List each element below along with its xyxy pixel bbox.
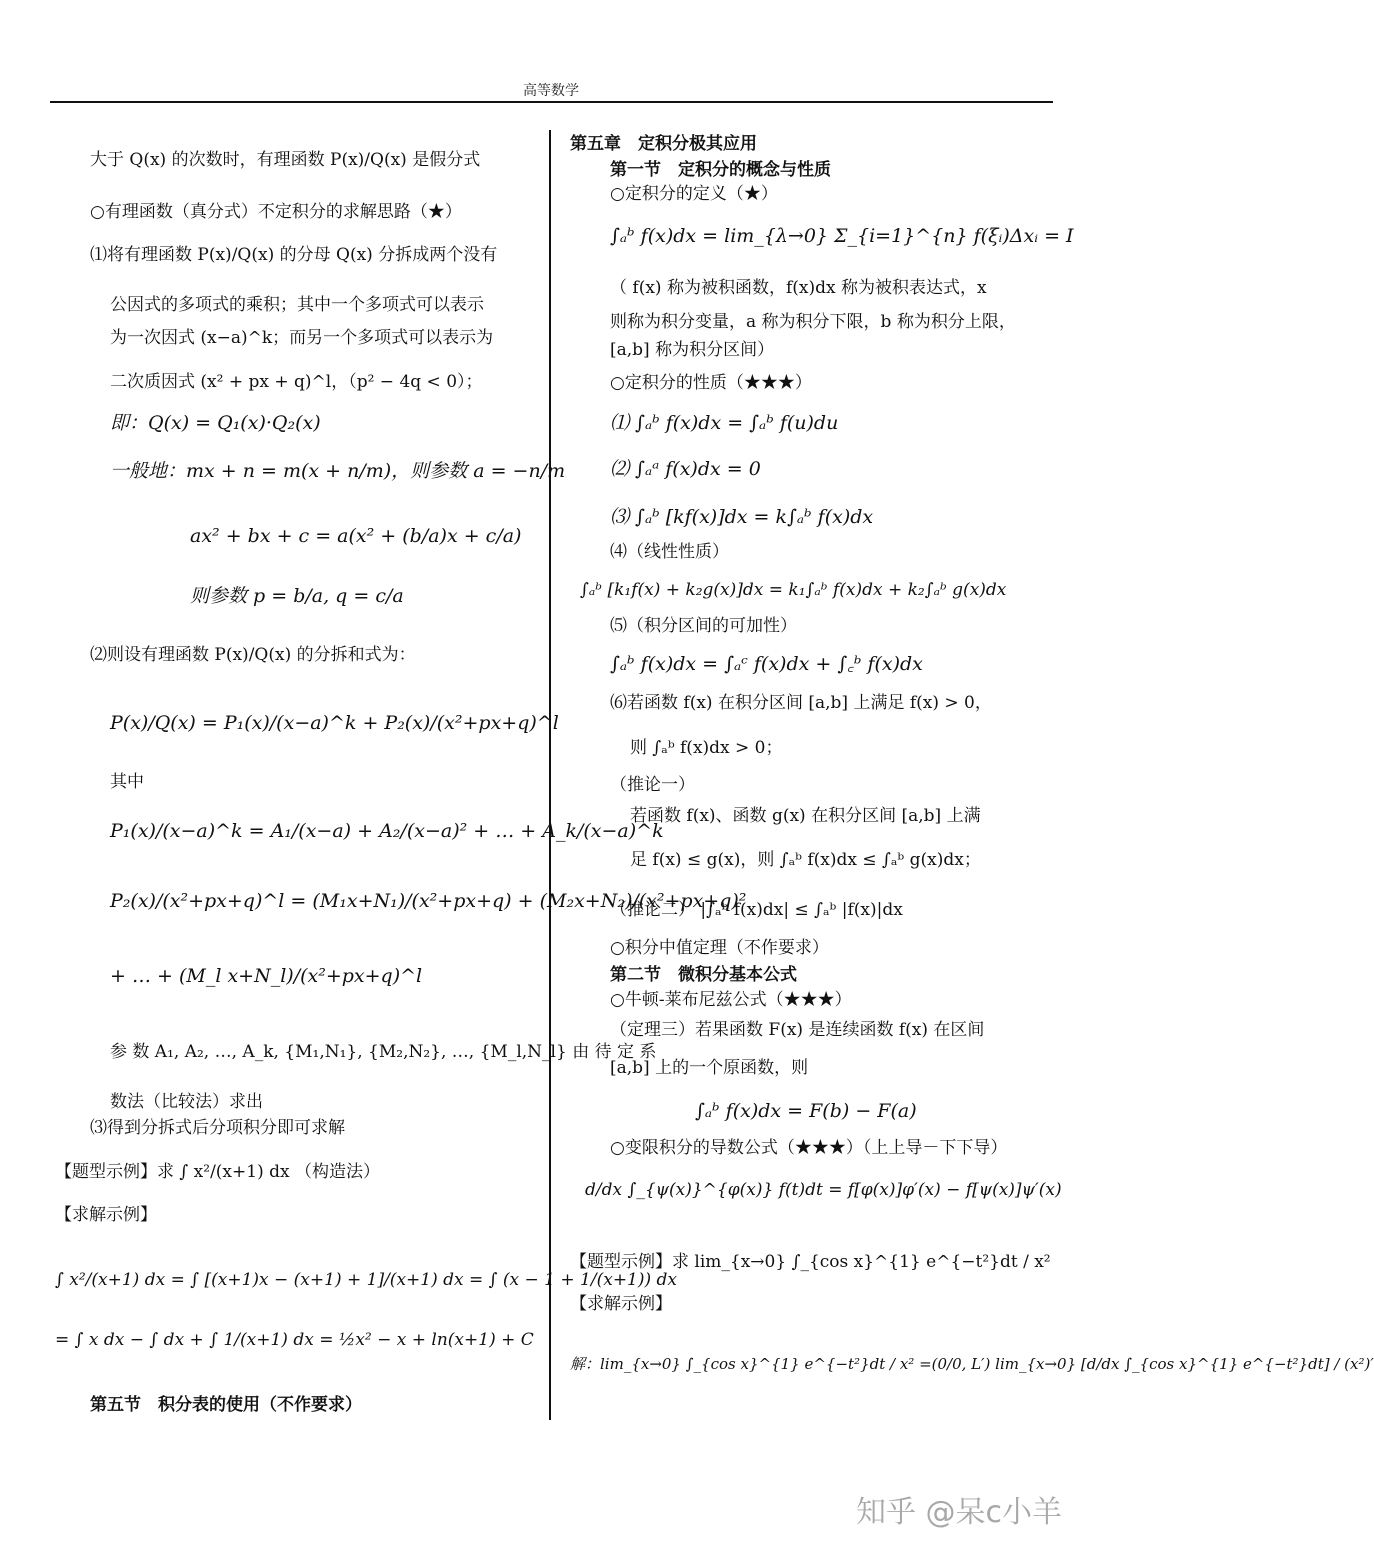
line-r10: ⑵ ∫ₐᵃ f(x)dx = 0 xyxy=(610,458,761,480)
line-l12: P(x)/Q(x) = P₁(x)/(x−a)^k + P₂(x)/(x²+px+q)^l xyxy=(110,712,559,734)
line-l11: ⑵则设有理函数 P(x)/Q(x) 的分拆和式为： xyxy=(90,645,416,665)
line-r5: （ f(x) 称为被积函数，f(x)dx 称为被积表达式，x xyxy=(610,278,987,298)
line-r12: ⑷（线性性质） xyxy=(610,542,729,562)
line-l8: 一般地：mx + n = m(x + n/m)，则参数 a = −n/m xyxy=(110,460,566,482)
line-r19: 若函数 f(x)、函数 g(x) 在积分区间 [a,b] 上满 xyxy=(630,806,981,826)
line-l24: 第五节 积分表的使用（不作要求） xyxy=(90,1395,362,1415)
line-l1: 大于 Q(x) 的次数时，有理函数 P(x)/Q(x) 是假分式 xyxy=(90,150,481,170)
line-r4: ∫ₐᵇ f(x)dx = lim_{λ→0} Σ_{i=1}^{n} f(ξᵢ)Δxᵢ = I xyxy=(610,225,1074,247)
line-l3: ⑴将有理函数 P(x)/Q(x) 的分母 Q(x) 分拆成两个没有 xyxy=(90,245,498,265)
line-r22: ○积分中值定理（不作要求） xyxy=(610,938,829,958)
line-l19: ⑶得到分拆式后分项积分即可求解 xyxy=(90,1118,345,1138)
line-l15: P₂(x)/(x²+px+q)^l = (M₁x+N₁)/(x²+px+q) + (M₂x+N₂)/(x²+px+q)² xyxy=(110,890,747,912)
line-r18: （推论一） xyxy=(610,775,695,795)
column-divider xyxy=(549,130,551,1420)
line-r30: 【题型示例】求 lim_{x→0} ∫_{cos x}^{1} e^{−t²}dt / x² xyxy=(570,1252,1051,1272)
line-r28: ○变限积分的导数公式（★★★）（上上导－下下导） xyxy=(610,1138,1008,1158)
line-l4: 公因式的多项式的乘积；其中一个多项式可以表示 xyxy=(110,295,484,315)
line-l5: 为一次因式 (x−a)^k；而另一个多项式可以表示为 xyxy=(110,328,494,348)
line-r9: ⑴ ∫ₐᵇ f(x)dx = ∫ₐᵇ f(u)du xyxy=(610,412,839,434)
line-l21: 【求解示例】 xyxy=(55,1205,157,1225)
line-r23: 第二节 微积分基本公式 xyxy=(610,965,797,985)
line-r25: （定理三）若果函数 F(x) 是连续函数 f(x) 在区间 xyxy=(610,1020,985,1040)
line-r13: ∫ₐᵇ [k₁f(x) + k₂g(x)]dx = k₁∫ₐᵇ f(x)dx + k₂∫ₐᵇ g(x)dx xyxy=(580,580,1007,600)
line-r26: [a,b] 上的一个原函数，则 xyxy=(610,1058,809,1078)
page-header-title: 高等数学 xyxy=(523,83,579,99)
line-r7: [a,b] 称为积分区间） xyxy=(610,340,775,360)
line-l18: 数法（比较法）求出 xyxy=(110,1092,263,1112)
line-l7: 即：Q(x) = Q₁(x)·Q₂(x) xyxy=(110,412,321,434)
line-l6: 二次质因式 (x² + px + q)^l，（p² − 4q < 0）； xyxy=(110,372,483,392)
line-r3: ○定积分的定义（★） xyxy=(610,184,778,204)
line-l2: ○有理函数（真分式）不定积分的求解思路（★） xyxy=(90,202,462,222)
line-r11: ⑶ ∫ₐᵇ [kf(x)]dx = k∫ₐᵇ f(x)dx xyxy=(610,506,874,528)
line-r16: ⑹若函数 f(x) 在积分区间 [a,b] 上满足 f(x) > 0， xyxy=(610,693,992,713)
line-r24: ○牛顿-莱布尼兹公式（★★★） xyxy=(610,990,852,1010)
line-r20: 足 f(x) ≤ g(x)，则 ∫ₐᵇ f(x)dx ≤ ∫ₐᵇ g(x)dx； xyxy=(630,850,981,870)
line-r27: ∫ₐᵇ f(x)dx = F(b) − F(a) xyxy=(695,1100,917,1122)
line-r1: 第五章 定积分极其应用 xyxy=(570,134,757,154)
line-l22: ∫ x²/(x+1) dx = ∫ [(x+1)x − (x+1) + 1]/(x+1) dx = ∫ (x − 1 + 1/(x+1)) dx xyxy=(55,1270,678,1290)
line-l10: 则参数 p = b/a, q = c/a xyxy=(190,585,404,607)
line-l14: P₁(x)/(x−a)^k = A₁/(x−a) + A₂/(x−a)² + … + A_k/(x−a)^k xyxy=(110,820,664,842)
line-r31: 【求解示例】 xyxy=(570,1294,672,1314)
line-r8: ○定积分的性质（★★★） xyxy=(610,373,812,393)
line-r15: ∫ₐᵇ f(x)dx = ∫ₐᶜ f(x)dx + ∫꜀ᵇ f(x)dx xyxy=(610,653,923,675)
line-l9: ax² + bx + c = a(x² + (b/a)x + c/a) xyxy=(190,525,522,547)
line-r32: 解：lim_{x→0} ∫_{cos x}^{1} e^{−t²}dt / x² =(0/0, L′) lim_{x→0} [d/dx ∫_{cos x}^{1} e^{−t²}dt] / (x²)′ xyxy=(570,1355,1374,1373)
line-l23: = ∫ x dx − ∫ dx + ∫ 1/(x+1) dx = ½x² − x + ln(x+1) + C xyxy=(55,1330,534,1350)
header-rule xyxy=(50,101,1053,103)
zhihu-watermark: 知乎 @呆c小羊 xyxy=(855,1495,1062,1530)
line-r29: d/dx ∫_{ψ(x)}^{φ(x)} f(t)dt = f[φ(x)]φ′(x) − f[ψ(x)]ψ′(x) xyxy=(585,1180,1062,1200)
line-l17: 参 数 A₁, A₂, …, A_k, {M₁,N₁}, {M₂,N₂}, …, {M_l,N_l} 由 待 定 系 xyxy=(110,1042,657,1062)
line-r14: ⑸（积分区间的可加性） xyxy=(610,616,797,636)
line-r21: （推论二） |∫ₐᵇ f(x)dx| ≤ ∫ₐᵇ |f(x)|dx xyxy=(610,900,903,920)
line-l13: 其中 xyxy=(110,772,144,792)
line-l20: 【题型示例】求 ∫ x²/(x+1) dx （构造法） xyxy=(55,1162,380,1182)
line-r2: 第一节 定积分的概念与性质 xyxy=(610,160,831,180)
line-r6: 则称为积分变量，a 称为积分下限，b 称为积分上限， xyxy=(610,312,1016,332)
line-l16: + … + (M_l x+N_l)/(x²+px+q)^l xyxy=(110,965,423,987)
line-r17: 则 ∫ₐᵇ f(x)dx > 0； xyxy=(630,738,783,758)
